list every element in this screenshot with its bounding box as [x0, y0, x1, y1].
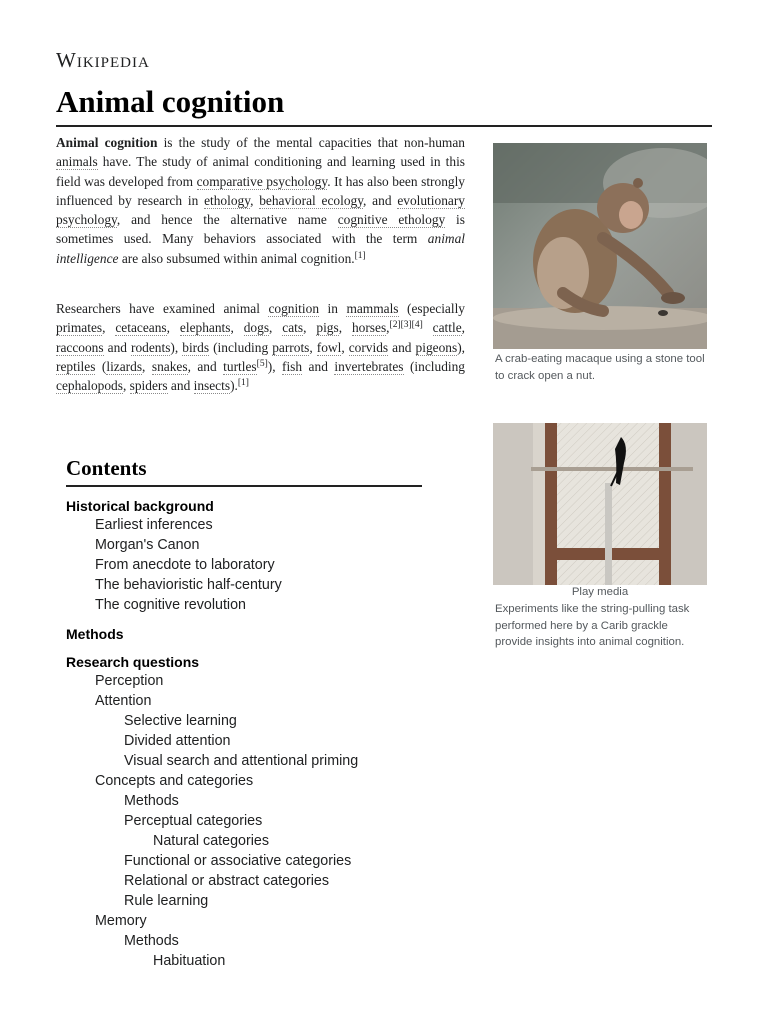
article-link[interactable]: spiders — [129, 378, 168, 394]
toc-section-link[interactable]: Methods — [66, 626, 124, 642]
grackle-caption: Experiments like the string-pulling task performed here by a Carib grackle provide insights into animal cognition. — [495, 603, 690, 648]
article-link[interactable]: mammals — [346, 301, 399, 316]
toc-subsection-link[interactable]: Concepts and categories — [95, 773, 254, 789]
article-link[interactable]: pigeons — [415, 339, 458, 355]
article-link[interactable]: animals — [56, 154, 98, 170]
article-link[interactable]: primates — [56, 320, 103, 336]
macaque-image[interactable] — [493, 143, 707, 349]
article-link[interactable]: reptiles — [56, 358, 96, 374]
paragraph-text: is the study of the mental capacities that non-human — [157, 135, 465, 150]
article-link[interactable]: elephants — [179, 320, 231, 336]
toc-subsection-link[interactable]: Memory — [95, 913, 147, 929]
paragraph-text: , — [303, 320, 317, 336]
paragraph-text: in — [319, 301, 347, 316]
paragraph-text: (including — [403, 358, 465, 374]
paragraph-text: , — [386, 320, 390, 336]
paragraph-text: is sometimes used. Many behaviors associated with the term — [56, 212, 465, 247]
paragraph-text: , and — [187, 358, 224, 374]
citation-link[interactable]: [2][3][4] — [389, 320, 423, 331]
intro-paragraph-2 — [56, 299, 465, 395]
toc-title: Contents — [66, 456, 422, 487]
bold-term: Animal cognition — [56, 135, 158, 150]
paragraph-text: ), — [457, 339, 465, 355]
toc-list — [66, 497, 422, 971]
article-link[interactable]: corvids — [348, 339, 389, 355]
toc-subsection-link[interactable]: Natural categories — [153, 833, 270, 849]
article-link[interactable]: pigs — [316, 320, 339, 336]
paragraph-text: and — [167, 378, 194, 394]
macaque-caption: A crab-eating macaque using a stone tool to crack open a nut. — [495, 353, 705, 382]
article-link[interactable]: cattle — [432, 320, 462, 336]
paragraph-text: . It has also been strongly influenced by research in — [56, 173, 466, 208]
article-link[interactable]: parrots — [272, 339, 310, 355]
toc-subsection-link[interactable]: Earliest inferences — [95, 517, 213, 533]
article-link[interactable]: turtles — [223, 358, 257, 374]
article-link[interactable]: dogs — [243, 320, 270, 336]
paragraph-text: are also subsumed within animal cognition. — [118, 250, 355, 266]
paragraph-text: , — [461, 320, 466, 336]
title-divider — [56, 125, 712, 127]
article-link[interactable]: rodents — [131, 339, 171, 355]
article-link[interactable]: fish — [282, 358, 303, 374]
toc-subsection-link[interactable]: Divided attention — [124, 733, 231, 749]
citation-link[interactable]: [1] — [237, 378, 249, 389]
paragraph-text: ). — [230, 378, 238, 394]
toc-subsection-link[interactable]: Attention — [95, 693, 152, 709]
intro-paragraph-1 — [56, 133, 465, 268]
article-link[interactable]: cats — [282, 320, 304, 336]
paragraph-text: , — [142, 358, 152, 374]
paragraph-text: , — [269, 320, 283, 336]
toc-subsection-link[interactable]: Perception — [95, 673, 164, 689]
article-link[interactable]: cognition — [268, 301, 320, 316]
grackle-figure — [493, 423, 707, 651]
paragraph-text: and — [103, 339, 131, 355]
article-link[interactable]: evolutionary psychology — [56, 192, 465, 228]
paragraph-text: , — [338, 320, 352, 336]
toc-subsection-link[interactable]: Visual search and attentional priming — [124, 753, 359, 769]
macaque-figure — [493, 143, 707, 384]
paragraph-text: , — [309, 339, 317, 355]
toc-subsection-link[interactable]: Selective learning — [124, 713, 237, 729]
article-link[interactable]: insects — [193, 378, 231, 394]
paragraph-text: ), — [170, 339, 183, 355]
paragraph-text: , and — [363, 192, 398, 208]
toc-subsection-link[interactable]: From anecdote to laboratory — [95, 557, 275, 573]
toc-section-link[interactable]: Research questions — [66, 654, 200, 670]
toc-section-link[interactable]: Historical background — [66, 498, 214, 514]
paragraph-text: ( — [95, 358, 107, 374]
citation-link[interactable]: [1] — [354, 250, 366, 261]
wikipedia-logo[interactable]: Wikipedia — [56, 48, 150, 72]
paragraph-text: , and hence the alternative name — [116, 212, 338, 228]
paragraph-text: , — [122, 378, 130, 394]
article-link[interactable]: lizards — [106, 358, 143, 374]
article-link[interactable]: comparative psychology — [196, 173, 328, 189]
article-link[interactable]: cetaceans — [115, 320, 167, 336]
paragraph-text: , — [166, 320, 180, 336]
toc-subsection-link[interactable]: Rule learning — [124, 893, 209, 909]
article-link[interactable]: invertebrates — [334, 358, 404, 374]
paragraph-text: , — [230, 320, 244, 336]
toc-subsection-link[interactable]: Relational or abstract categories — [124, 873, 330, 889]
article-link[interactable]: raccoons — [56, 339, 104, 355]
article-link[interactable]: ethology — [204, 192, 251, 208]
toc-subsection-link[interactable]: The cognitive revolution — [95, 597, 246, 613]
paragraph-text: have. The study of animal conditioning and learning used in this field was developed from — [56, 154, 465, 189]
article-link[interactable]: snakes — [151, 358, 188, 374]
article-link[interactable]: behavioral ecology — [259, 192, 364, 208]
article-link[interactable]: cephalopods — [56, 378, 123, 394]
toc-subsection-link[interactable]: Functional or associative categories — [124, 853, 352, 869]
toc-subsection-link[interactable]: Methods — [124, 793, 179, 809]
italic-term: animal intelligence — [56, 231, 465, 266]
paragraph-text: , — [250, 192, 260, 208]
article-link[interactable]: birds — [182, 339, 210, 355]
toc-subsection-link[interactable]: Methods — [124, 933, 179, 949]
paragraph-text: (including — [209, 339, 273, 355]
table-of-contents — [66, 456, 422, 971]
grackle-video-thumbnail[interactable] — [493, 423, 707, 585]
paragraph-text: ), — [267, 358, 282, 374]
article-link[interactable]: cognitive ethology — [337, 212, 446, 228]
play-media-link[interactable]: Play media — [571, 586, 629, 598]
paragraph-text: and — [302, 358, 335, 374]
paragraph-text: , — [102, 320, 116, 336]
article-link[interactable]: horses — [351, 320, 387, 336]
citation-link[interactable]: [5] — [256, 358, 268, 369]
paragraph-text — [423, 320, 433, 335]
article-link[interactable]: fowl — [316, 339, 342, 355]
paragraph-text: Researchers have examined animal — [56, 301, 269, 316]
toc-subsection-link[interactable]: Perceptual categories — [124, 813, 263, 829]
paragraph-text: (especially — [398, 301, 466, 316]
page-title: Animal cognition — [56, 84, 285, 119]
paragraph-text: , — [341, 339, 349, 355]
paragraph-text: and — [388, 339, 416, 355]
toc-subsection-link[interactable]: Morgan's Canon — [95, 537, 200, 553]
toc-subsection-link[interactable]: The behavioristic half-century — [95, 577, 282, 593]
toc-subsection-link[interactable]: Habituation — [153, 953, 226, 969]
